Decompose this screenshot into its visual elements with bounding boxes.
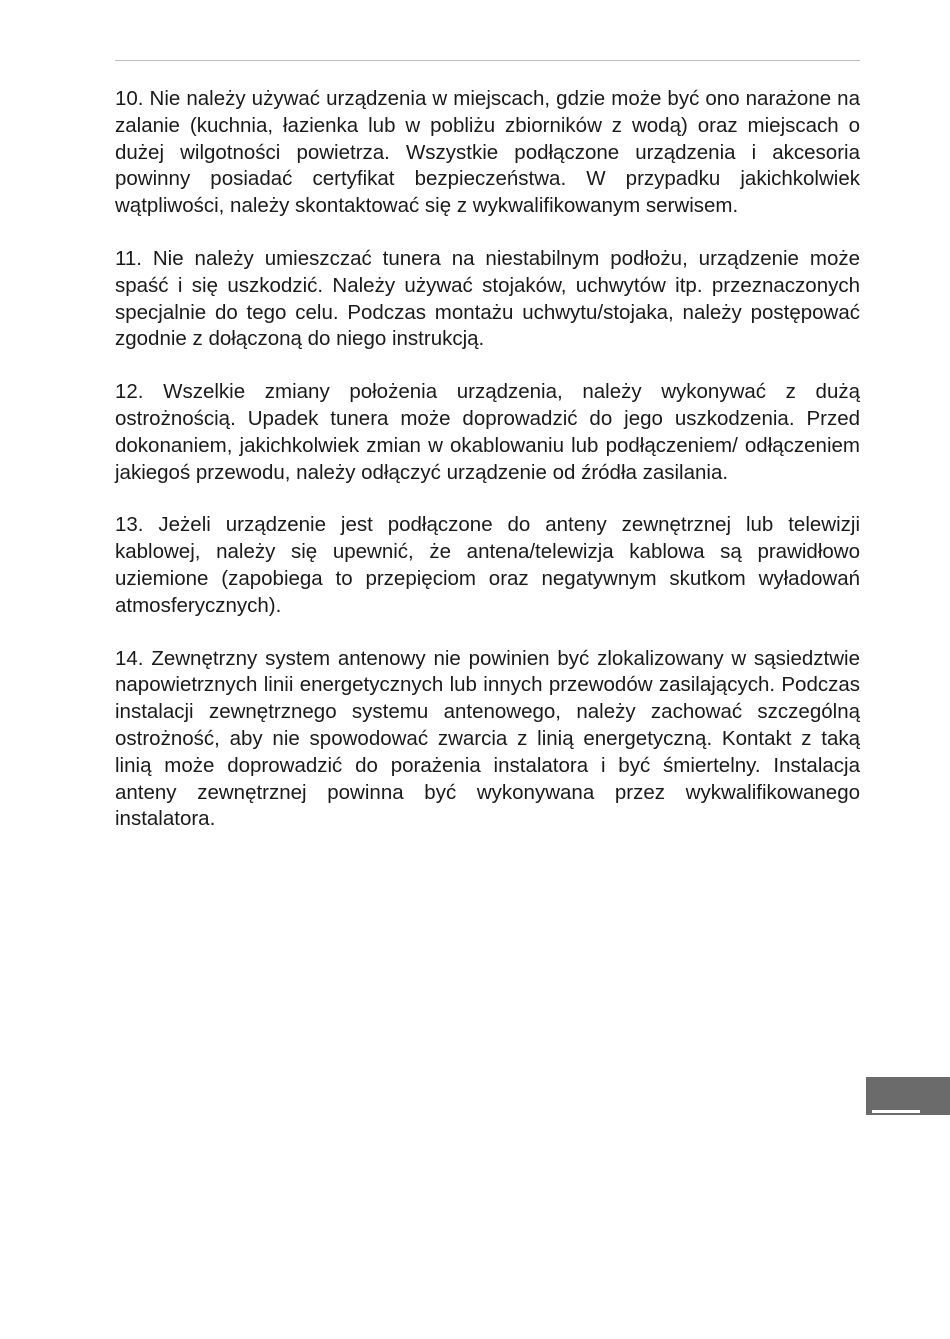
instruction-paragraph-12: 12. Wszelkie zmiany położenia urządzenia, należy wykonywać z dużą ostrożnością. Upadek tunera może doprowadzić do jego uszkodzenia. Przed dokonaniem, jakichkolwiek zmian w okablowaniu lub podłączeniem/ odłączeniem jakiegoś przewodu, należy odłączyć urządzenie od źródła zasilania. [115,380,860,484]
header-divider [115,60,860,61]
instruction-paragraph-11: 11. Nie należy umieszczać tunera na niestabilnym podłożu, urządzenie może spaść i się uszkodzić. Należy używać stojaków, uchwytów itp. przeznaczonych specjalnie do tego celu. Podczas montażu uchwytu/stojaka, należy postępować zgodnie z dołączoną do niego instrukcją. [115,246,860,351]
instruction-paragraph-13: 13. Jeżeli urządzenie jest podłączone do anteny zewnętrznej lub telewizji kablowej, należy się upewnić, że antena/telewizja kablowa są prawidłowo uziemione (zapobiega to przepięciom oraz negatywnym skutkom wyładowań atmosferycznych). [115,513,860,617]
instruction-paragraph-14: 14. Zewnętrzny system antenowy nie powinien być zlokalizowany w sąsiedztwie napowietrznych linii energetycznych lub innych przewodów zasilających. Podczas instalacji zewnętrznego systemu antenowego, należy zachować szczególną ostrożność, aby nie spowodować zwarcia z linią energetyczną. Kontakt z taką linią może doprowadzić do porażenia instalatora i być śmiertelny. Instalacja anteny zewnętrznej powinna być wykonywana przez wykwalifikowanego instalatora. [115,646,860,831]
section-tab-underline [872,1110,920,1113]
instruction-paragraph-10: 10. Nie należy używać urządzenia w miejscach, gdzie może być ono narażone na zalanie (kuchnia, łazienka lub w pobliżu zbiorników z wodą) oraz miejscach o dużej wilgotności powietrza. Wszystkie podłączone urządzenia i akcesoria powinny posiadać certyfikat bezpieczeństwa. W przypadku jakichkolwiek wątpliwości, należy skontaktować się z wykwalifikowanym serwisem. [115,87,860,218]
safety-instructions [115,86,860,859]
section-tab-marker [866,1077,950,1115]
